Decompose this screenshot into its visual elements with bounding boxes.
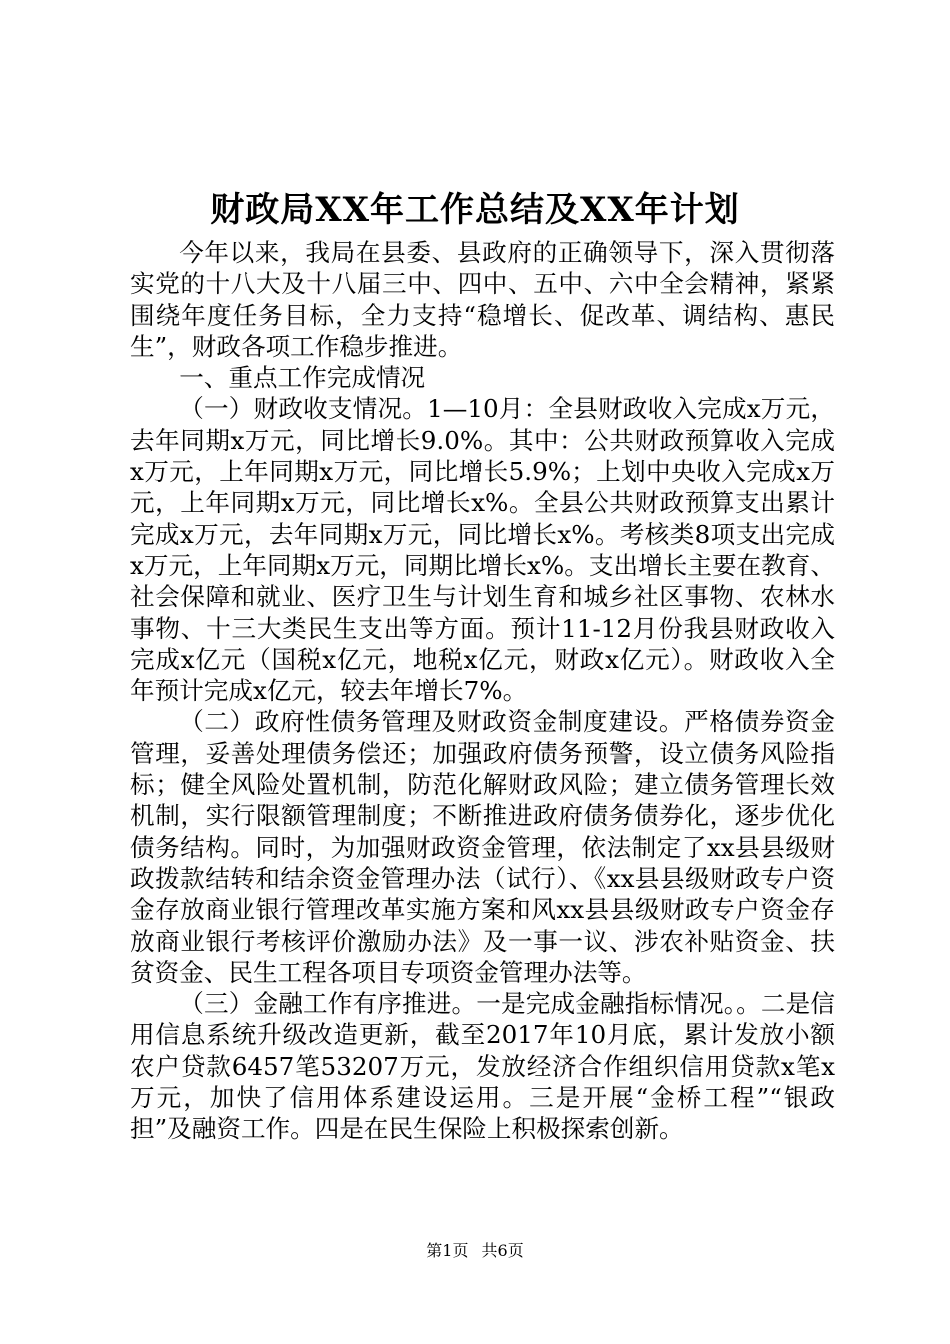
debt-management-paragraph: （二）政府性债务管理及财政资金制度建设。严格债券资金管理，妥善处理债务偿还；加强政府债务预警，设立债务风险指标；健全风险处置机制，防范化解财政风险；建立债务管理长效机制，实行限额管理制度；不断推进政府债务债券化，逐步优化债务结构。同时，为加强财政资金管理，依法制定了xx县县级财政拨款结转和结余资金管理办法（试行）、《xx县县级财政专户资金存放商业银行管理改革实施方案和风xx县县级财政专户资金存放商业银行考核评价激励办法》及一事一议、涉农补贴资金、扶贫资金、民生工程各项目专项资金管理办法等。 <box>130 707 835 987</box>
finance-work-paragraph: （三）金融工作有序推进。一是完成金融指标情况。。二是信用信息系统升级改造更新，截至2017年10月底，累计发放小额农户贷款6457笔53207万元，发放经济合作组织信用贷款x笔x万元，加快了信用体系建设运用。三是开展“金桥工程”“银政担”及融资工作。四是在民生保险上积极探索创新。 <box>130 989 835 1144</box>
section-heading: 一、重点工作完成情况 <box>179 363 426 393</box>
page-number: 第1页 <box>426 1241 469 1260</box>
page-footer <box>0 1240 950 1262</box>
page-total: 共6页 <box>481 1241 524 1260</box>
fiscal-revenue-paragraph: （一）财政收支情况。1—10月：全县财政收入完成x万元，去年同期x万元，同比增长9.0%。其中：公共财政预算收入完成x万元，上年同期x万元，同比增长5.9%；上划中央收入完成x万元，上年同期x万元，同比增长x%。全县公共财政预算支出累计完成x万元，去年同期x万元，同比增长x%。考核类8项支出完成x万元，上年同期x万元，同期比增长x%。支出增长主要在教育、社会保障和就业、医疗卫生与计划生育和城乡社区事物、农林水事物、十三大类民生支出等方面。预计11-12月份我县财政收入完成x亿元（国税x亿元，地税x亿元，财政x亿元）。财政收入全年预计完成x亿元，较去年增长7%。 <box>130 394 835 706</box>
document-body <box>130 237 835 1145</box>
intro-paragraph: 今年以来，我局在县委、县政府的正确领导下，深入贯彻落实党的十八大及十八届三中、四中、五中、六中全会精神，紧紧围绕年度任务目标，全力支持“稳增长、促改革、调结构、惠民生”，财政各项工作稳步推进。 <box>130 238 835 361</box>
document-title: 财政局XX年工作总结及XX年计划 <box>210 190 740 230</box>
